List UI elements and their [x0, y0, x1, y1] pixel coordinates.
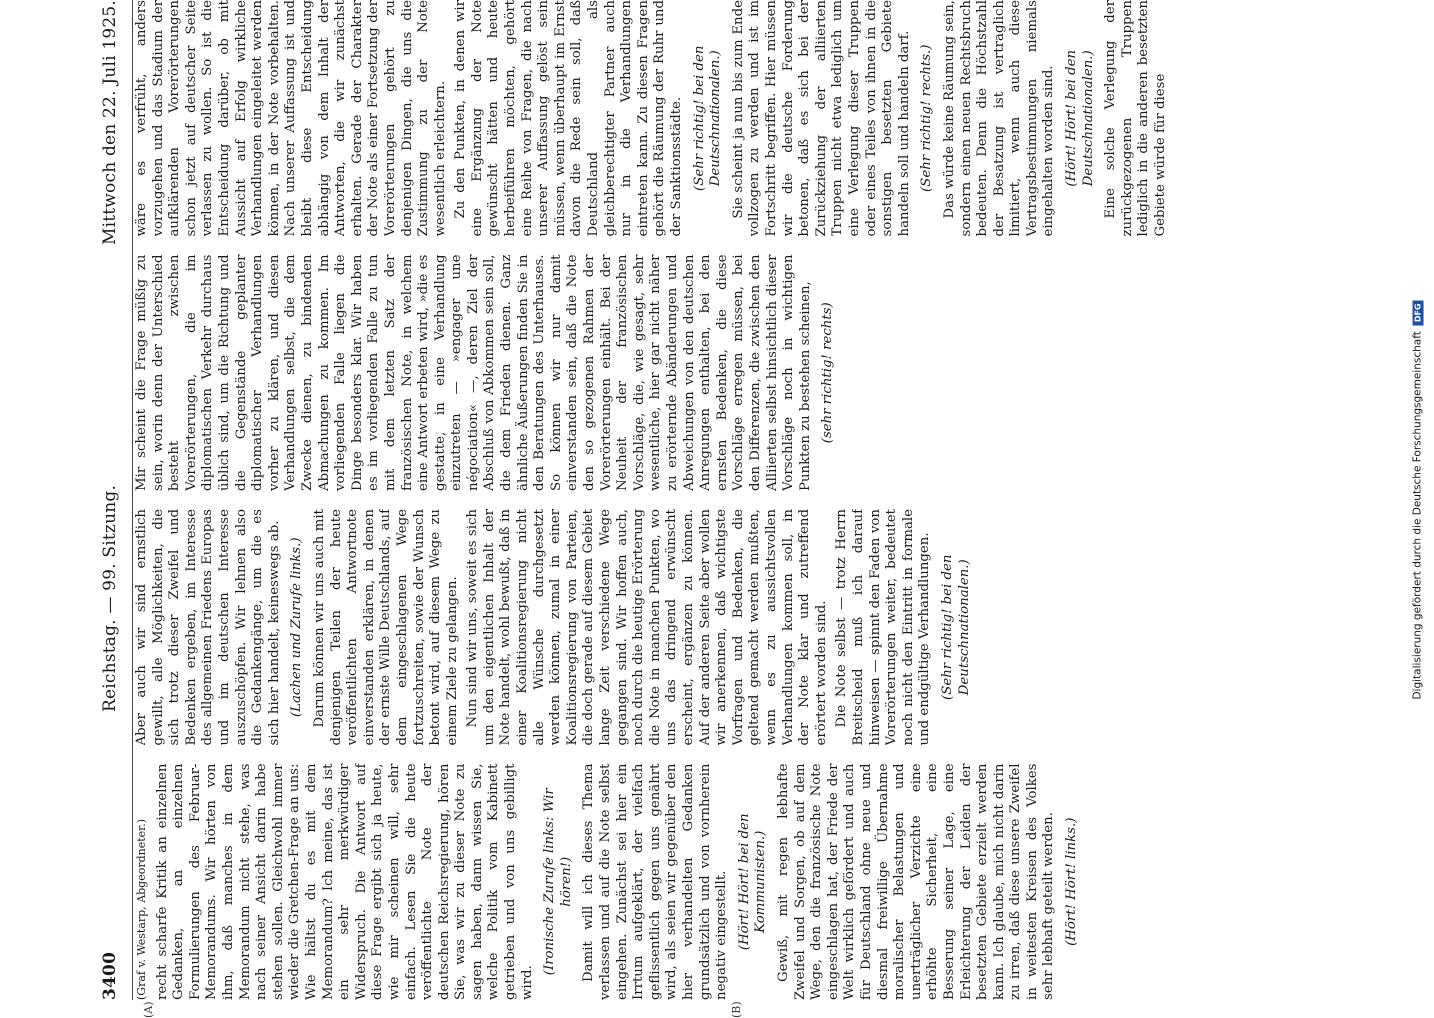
paragraph: Aber auch wir sind ernstlich gewillt, alle Möglichkeiten, die sich trotz dieser Zweifel und Bedenken ergeben, im Interesse des allgemeinen Friedens Europas und im deutschen Interesse auszuschöpfen. Wir lehnen also die Gedankengänge, um die es sich hier handelt, keineswegs ab. [134, 509, 282, 746]
session-date: Mittwoch den 22. Juli 1925. [100, 0, 120, 246]
column-4 [134, 0, 1310, 237]
running-head [90, 0, 130, 1000]
paragraph: recht scharfe Kritik an einzelnen Gedanken, an einzelnen Formulierungen des Februar-Memorandums. Wir hörten von ihm, daß manches in dem Memorandum nicht stehe, was nach seiner Ansicht darin habe stehen sollen. Gleichwohl immer wieder die Gretchen-Frage an uns: Wie hältst du es mit dem Memorandum? Ich meine, das ist ein sehr merkwürdiger Widerspruch. Die Antwort auf diese Frage ergibt sich ja heute, wie mir scheinen will, sehr einfach. Lesen Sie die heute veröffentlichte Note der deutschen Reichsregierung, hören Sie, was wir zu dieser Note zu sagen haben, dann wissen Sie, welche Politik vom Kabinett getrieben und von uns gebilligt wird. [154, 763, 535, 1000]
interjection: (Hört! Hört! links.) [1064, 817, 1080, 946]
paragraph: Sie scheint ja nun bis zum Ende vollzogen zu werden und ist im Fortschritt begriffen. Hier müssen wir die deutsche Forderung betonen, daß es sich bei der Zurückziehung der alliierten Truppen nicht etwa lediglich um eine Verlegung dieser Truppen oder eines Teiles von ihnen in die sonstigen besetzten Gebiete handeln soll und handeln darf. [730, 0, 912, 237]
document-page [90, 0, 1310, 1018]
interjection: (sehr richtig! rechts) [820, 302, 836, 444]
interjection: (Lachen und Zurufe links.) [289, 537, 305, 718]
interjection: (Hört! Hört! bei den Deutschnationalen.) [1064, 49, 1096, 187]
speaker-line: (Graf v. Westarp, Abgeordneter.) [135, 818, 148, 1000]
column-2 [134, 509, 1310, 746]
column-1 [134, 764, 1310, 1001]
paragraph: Gewiß, mit regen lebhafte Zweifel und Sorgen, ob auf dem Wege, den die französische Note eingeschlagen hat, der Friede der Welt wirklich gefördert und auch für Deutschland ohne neue und diesmal freiwillige Übernahme moralischer Belastungen und unerträglicher Verzichte eine erhöhte Sicherheit, eine Besserung seiner Lage, eine Erleichterung der Leiden der besetzten Gebiete erzielt werden kann. Ich glaube, mich nicht darin zu irren, daß diese unsere Zweifel in weitesten Kreisen des Volkes sehr lebhaft geteilt werden. [775, 763, 1057, 1000]
credit-text: Digitalisierung gefördert durch die Deutsche Forschungsgemeinschaft [1412, 331, 1424, 700]
interjection: (Sehr richtig! rechts.) [919, 44, 935, 192]
paragraph: Damit will ich dieses Thema verlassen und auf die Note selbst eingehen. Zunächst sei hier ein Irrtum aufgeklärt, der vielfach geflissentlich gegen uns genährt wird, als seien wir gegenüber den hier verhandelten Gedanken grundsätzlich und von vornherein negativ eingestellt. [581, 763, 730, 1000]
text-columns [134, 0, 1310, 1000]
paragraph: Darum können wir uns auch mit denjenigen Teilen der heute veröffentlichten Antwortnote einverstanden erklären, in denen der ernste Wille Deutschlands, auf dem eingeschlagenen Wege fortzuschreiten, sowie der Wunsch betont wird, auf diesem Wege zu einem Ziele zu gelangen. [311, 509, 460, 746]
interjection: (Ironische Zurufe links: Wir hören!) [542, 788, 574, 976]
paragraph: wäre es verfrüht, anders vorzugehen und das Stadium der aufklärenden Vorerörterungen schon jetzt auf deutscher Seite verlassen zu wollen. So ist die Entscheidung darüber, ob mit Aussicht auf Erfolg wirkliche Verhandlungen eingeleitet werden können, in der Note vorbehalten. Nach unserer Auffassung ist und bleibt diese Entscheidung abhängig von dem Inhalt der Antworten, die wir zunächst erhalten. Gerade der Charakter der Note als einer Fortsetzung der Vorerörterungen gehört zu denjenigen Dingen, die uns die Zustimmung zu der Note wesentlich erleichtern. [134, 0, 448, 237]
digitization-credit [1408, 10, 1428, 990]
section-marker-a: (A) [142, 1001, 155, 1018]
paragraph: Das würde keine Räumung sein, sondern einen neuen Rechtsbruch bedeuten. Denn die Höchstzahl der Besatzung ist vertraglich limitiert, wenn auch diese Vertragsbestimmungen niemals eingehalten worden sind. [941, 0, 1057, 237]
session-title: Reichstag. — 99. Sitzung. [100, 484, 120, 712]
section-marker-b: (B) [730, 1001, 743, 1018]
interjection: (Sehr richtig! bei den Deutschnationalen.) [939, 554, 972, 700]
dfg-logo-icon: DFG [1413, 300, 1424, 325]
paragraph: Eine solche Verlegung der zurückgezogenen Truppen lediglich in die anderen besetzten Gebiete würde für diese [1103, 0, 1169, 237]
column-3 [134, 255, 1310, 492]
paragraph: Mir scheint die Frage müßig zu sein, worin denn der Unterschied besteht zwischen Vorerörterungen, die im diplomatischen Verkehr durchaus üblich sind, um die Richtung und die Gegenstände geplanter diplomatischer Verhandlungen vorher zu klären, und diesen Verhandlungen selbst, die dem Zwecke dienen, zu bindenden Abmachungen zu kommen. Im vorliegenden Falle liegen die Dinge besonders klar. Wir haben es im vorliegenden Falle zu tun mit dem letzten Satz der französischen Note, in welchem eine Antwort erbeten wird, »die es gestatte, in eine Verhandlung einzutreten — »engager une négociation« —, deren Ziel der Abschluß von Abkommen sein soll, die dem Frieden dienen. Ganz ähnliche Äußerungen finden Sie in den Beratungen des Unterhauses. So können wir nur damit einverstanden sein, daß die Note den so gezogenen Rahmen der Vorerörterungen einhält. Bei der Neuheit der französischen Vorschläge, die, wie gesagt, sehr wesentliche, hier gar nicht näher zu erörternde Abänderungen und Abweichungen von den deutschen Anregungen enthalten, bei den ernsten Bedenken, die diese Vorschläge erregen müssen, bei den Differenzen, die zwischen den Alliierten selbst hinsichtlich dieser Vorschläge noch in wichtigen Punkten zu bestehen scheinen, [134, 254, 813, 491]
interjection: (Sehr richtig! bei den Deutschnationalen.) [691, 45, 724, 191]
interjection: (Hört! Hört! bei den Kommunisten.) [736, 813, 769, 951]
page-number: 3400 [100, 951, 120, 1000]
header-rule [132, 0, 133, 1000]
paragraph: Nun sind wir uns, soweit es sich um den eigentlichen Inhalt der Note handelt, wohl bewußt, daß in einer Koalitionsregierung nicht alle Wünsche durchgesetzt werden können, zumal in einer Koalitionsregierung von Parteien, die doch gerade auf diesem Gebiet lange Zeit verschiedene Wege gegangen sind. Wir hoffen auch, noch durch die heutige Erörterung die Note in manchen Punkten, wo uns das dringend erwünscht erscheint, ergänzen zu können. Auf der anderen Seite aber wollen wir anerkennen, daß wichtigste Vorfragen und Bedenken, die geltend gemacht werden mußten, wenn es zu aussichtsvollen Verhandlungen kommen soll, in der Note klar und zutreffend erörtert worden sind. [465, 509, 829, 746]
paragraph: Zu den Punkten, in denen wir eine Ergänzung der Note gewünscht hätten und heute herbeiführen möchten, gehört eine Reihe von Fragen, die nach unserer Auffassung gelöst sein müssen, wenn überhaupt im Ernst davon die Rede sein soll, daß Deutschland als gleichberechtigter Partner auch nur in die Verhandlungen eintreten kann. Zu diesen Fragen gehört die Räumung der Ruhr und der Sanktionsstädte. [453, 0, 684, 237]
paragraph: Die Note selbst — trotz Herrn Breitscheid muß ich darauf hinweisen — spinnt den Faden von Vorerörterungen weiter, bedeutet noch nicht den Eintritt in formale und endgültige Verhandlungen. [834, 509, 933, 746]
